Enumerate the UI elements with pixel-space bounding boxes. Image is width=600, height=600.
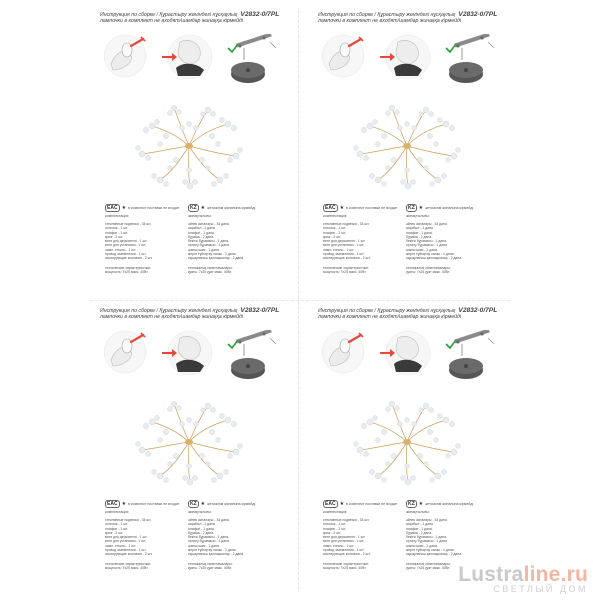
instruction-subtitle: лампочки в комплект не входят/шамдар жинаққа кірмейді bbox=[318, 314, 462, 321]
list-item: изолирующие колпачки - 2 шт. bbox=[323, 256, 371, 261]
list-item: технические характеристики: bbox=[323, 562, 369, 566]
star-icon: ★ bbox=[339, 501, 345, 507]
list-item: оқшаулағыш қалпақшалар - 2 дана. bbox=[188, 552, 245, 557]
mounting-bracket-icon bbox=[440, 330, 496, 386]
eac-mark: EAC bbox=[107, 501, 118, 507]
star-icon: ★ bbox=[418, 205, 424, 211]
list-item: мощность: 7х25 макс. 40Вт. bbox=[323, 566, 367, 571]
hand-bulb-icon bbox=[321, 330, 365, 374]
eac-mark: EAC bbox=[107, 205, 118, 211]
list-item: ламп. стекло - 1 шт. bbox=[323, 247, 355, 252]
instruction-panel bbox=[100, 308, 280, 578]
mounting-bracket-icon bbox=[222, 330, 278, 386]
install-bulb-icon bbox=[160, 330, 216, 376]
list-item: мощность: 7х25 макс. 40Вт. bbox=[105, 566, 149, 571]
list-item: қуаты: 7х25 қуат макс. 40Вт. bbox=[188, 566, 232, 571]
kz-mark: KZ bbox=[408, 501, 415, 507]
assembly-steps bbox=[100, 330, 280, 386]
certification-right: KZ ★ жеткізілім жинағына кірмейді bbox=[190, 501, 256, 507]
list-item: потолок - 1 шт. bbox=[323, 522, 347, 527]
list-item: бекіткі бұрамасы - 1 дана. bbox=[406, 239, 447, 244]
certification-right: KZ ★ жеткізілім жинағына кірмейді bbox=[408, 205, 474, 211]
list-item: бекіткі бұрамасы - 1 дана. bbox=[188, 239, 229, 244]
list-item: қуаты: 7х25 қуат макс. 40Вт. bbox=[188, 270, 232, 275]
install-bulb-icon bbox=[378, 330, 434, 376]
list-item: потолок - 1 шт. bbox=[105, 226, 129, 231]
list-item: жерге тұйықтау сымы - 1 дана. bbox=[188, 252, 237, 257]
list-item: асқабыл - 1 дана. bbox=[188, 522, 216, 527]
instruction-title: Инструкция по сборке / Құрастыру жөніндегі нұсқаулық bbox=[318, 12, 456, 18]
kit-list-ru bbox=[323, 518, 370, 557]
kz-mark: KZ bbox=[190, 501, 197, 507]
spec-kz bbox=[406, 266, 451, 275]
list-item: оқшаулағыш қалпақшалар - 2 дана. bbox=[188, 256, 245, 261]
list-item: жерге тұйықтау сымы - 1 дана. bbox=[188, 548, 237, 553]
instruction-title: Инструкция по сборке / Құрастыру жөніндегі нұсқаулық bbox=[100, 308, 238, 314]
certification-left: EAC ★ в комплект поставки не входит bbox=[325, 501, 398, 507]
list-item: бекіткі бұрамасы - 1 дана. bbox=[188, 535, 229, 540]
list-item: шыны шам - 1 дана. bbox=[406, 543, 438, 548]
kit-list-ru bbox=[105, 518, 152, 557]
list-item: изолирующие колпачки - 2 шт. bbox=[105, 552, 153, 557]
list-item: плафон - 1 шт. bbox=[323, 526, 346, 531]
list-item: технические характеристики: bbox=[105, 266, 151, 270]
spec-ru bbox=[323, 562, 369, 571]
kit-title-ru: комплектация: bbox=[323, 214, 348, 218]
instruction-title: Инструкция по сборке / Құрастыру жөніндегі нұсқаулық bbox=[100, 12, 238, 18]
list-item: техникалық сипаттамалары: bbox=[406, 562, 451, 566]
certification-right: KZ ★ жеткізілім жинағына кірмейді bbox=[408, 501, 474, 507]
spec-ru bbox=[323, 266, 369, 275]
list-item: потолок - 1 шт. bbox=[323, 226, 347, 231]
eac-mark: EAC bbox=[325, 205, 336, 211]
list-item: винт для держателя - 1 шт. bbox=[323, 535, 366, 540]
list-item: мощность: 7х25 макс. 40Вт. bbox=[323, 270, 367, 275]
list-item: бұрама - 2 дана. bbox=[188, 234, 215, 239]
list-item: стеклянные подвески - 34 шт. bbox=[105, 518, 152, 522]
instruction-subtitle: лампочки в комплект не входят/шамдар жинаққа кірмейді bbox=[318, 18, 462, 25]
star-icon: ★ bbox=[121, 501, 127, 507]
kz-mark: KZ bbox=[190, 205, 197, 211]
list-item: провод заземления - 1 шт. bbox=[105, 252, 147, 257]
kit-title-ru: комплектация: bbox=[105, 510, 130, 514]
hand-bulb-icon bbox=[103, 330, 147, 374]
certification-left: EAC ★ в комплект поставки не входит bbox=[107, 205, 180, 211]
list-item: әйнек аспалары - 34 дана. bbox=[406, 222, 448, 226]
hand-bulb-icon bbox=[321, 34, 365, 78]
list-item: плафон - 1 дана. bbox=[406, 526, 433, 531]
spec-ru bbox=[105, 266, 151, 275]
list-item: винт для установки - 1 шт. bbox=[105, 243, 147, 248]
assembly-steps bbox=[100, 34, 280, 90]
star-icon: ★ bbox=[339, 205, 345, 211]
list-item: потолок - 1 шт. bbox=[105, 522, 129, 527]
list-item: изолирующие колпачки - 2 шт. bbox=[105, 256, 153, 261]
instruction-title: Инструкция по сборке / Құрастыру жөніндегі нұсқаулық bbox=[318, 308, 456, 314]
install-bulb-icon bbox=[160, 34, 216, 80]
list-item: жерге тұйықтау сымы - 1 дана. bbox=[406, 252, 455, 257]
kit-list-kz bbox=[188, 222, 244, 261]
star-icon: ★ bbox=[418, 501, 424, 507]
list-item: орнату бұрамасы - 1 дана. bbox=[406, 243, 448, 248]
list-item: крюк - 2 шт. bbox=[105, 234, 124, 239]
list-item: крюк - 2 шт. bbox=[323, 530, 342, 535]
list-item: әйнек аспалары - 34 дана. bbox=[406, 518, 448, 522]
list-item: винт для установки - 1 шт. bbox=[323, 243, 365, 248]
list-item: винт для держателя - 1 шт. bbox=[323, 239, 366, 244]
eac-mark: EAC bbox=[325, 501, 336, 507]
instruction-subtitle: лампочки в комплект не входят/шамдар жинаққа кірмейді bbox=[100, 18, 244, 25]
list-item: ламп. стекло - 1 шт. bbox=[323, 543, 355, 548]
list-item: бұрама - 2 дана. bbox=[406, 234, 433, 239]
list-item: ламп. стекло - 1 шт. bbox=[105, 247, 137, 252]
list-item: техникалық сипаттамалары: bbox=[188, 266, 233, 270]
list-item: крюк - 2 шт. bbox=[323, 234, 342, 239]
list-item: изолирующие колпачки - 2 шт. bbox=[323, 552, 371, 557]
list-item: асқабыл - 1 дана. bbox=[188, 226, 216, 231]
certification-left: EAC ★ в комплект поставки не входит bbox=[107, 501, 180, 507]
list-item: плафон - 1 дана. bbox=[188, 526, 215, 531]
certification-right: KZ ★ жеткізілім жинағына кірмейді bbox=[190, 205, 256, 211]
list-item: қуаты: 7х25 қуат макс. 40Вт. bbox=[406, 566, 450, 571]
star-icon: ★ bbox=[200, 205, 206, 211]
list-item: провод заземления - 1 шт. bbox=[323, 252, 365, 257]
list-item: плафон - 1 дана. bbox=[406, 230, 433, 235]
list-item: плафон - 1 дана. bbox=[188, 230, 215, 235]
cut-line-vertical bbox=[298, 10, 299, 590]
install-bulb-icon bbox=[378, 34, 434, 80]
panel-header bbox=[318, 12, 498, 25]
list-item: оқшаулағыш қалпақшалар - 2 дана. bbox=[406, 552, 463, 557]
kit-title-ru: комплектация: bbox=[323, 510, 348, 514]
list-item: оқшаулағыш қалпақшалар - 2 дана. bbox=[406, 256, 463, 261]
chandelier-image bbox=[348, 100, 466, 192]
list-item: плафон - 1 шт. bbox=[105, 230, 128, 235]
mounting-bracket-icon bbox=[222, 34, 278, 90]
model-number: V2832-0/7PL bbox=[240, 307, 280, 314]
spec-ru bbox=[105, 562, 151, 571]
list-item: асқабыл - 1 дана. bbox=[406, 522, 434, 527]
kit-title-kz: жинақтылығы: bbox=[188, 214, 212, 218]
kit-list-kz bbox=[188, 518, 244, 557]
model-number: V2832-0/7PL bbox=[458, 11, 498, 18]
instruction-panel bbox=[100, 12, 280, 282]
list-item: орнату бұрамасы - 1 дана. bbox=[406, 539, 448, 544]
star-icon: ★ bbox=[121, 205, 127, 211]
list-item: асқабыл - 1 дана. bbox=[406, 226, 434, 231]
list-item: ламп. стекло - 1 шт. bbox=[105, 543, 137, 548]
kit-title-ru: комплектация: bbox=[105, 214, 130, 218]
kit-list-ru bbox=[105, 222, 152, 261]
instruction-subtitle: лампочки в комплект не входят/шамдар жинаққа кірмейді bbox=[100, 314, 244, 321]
list-item: әйнек аспалары - 34 дана. bbox=[188, 222, 230, 226]
list-item: бекіткі бұрамасы - 1 дана. bbox=[406, 535, 447, 540]
list-item: стеклянные подвески - 34 шт. bbox=[323, 222, 370, 226]
spec-kz bbox=[188, 562, 233, 571]
list-item: орнату бұрамасы - 1 дана. bbox=[188, 539, 230, 544]
list-item: плафон - 1 шт. bbox=[323, 230, 346, 235]
list-item: жерге тұйықтау сымы - 1 дана. bbox=[406, 548, 455, 553]
list-item: провод заземления - 1 шт. bbox=[105, 548, 147, 553]
list-item: техникалық сипаттамалары: bbox=[406, 266, 451, 270]
list-item: бұрама - 2 дана. bbox=[188, 530, 215, 535]
list-item: шыны шам - 1 дана. bbox=[188, 247, 220, 252]
chandelier-image bbox=[130, 100, 248, 192]
cut-line-horizontal bbox=[90, 300, 510, 301]
watermark-logo: Lustraline.ru bbox=[458, 563, 588, 586]
list-item: винт для держателя - 1 шт. bbox=[105, 239, 148, 244]
kit-list-kz bbox=[406, 518, 462, 557]
list-item: технические характеристики: bbox=[105, 562, 151, 566]
kz-mark: KZ bbox=[408, 205, 415, 211]
list-item: техникалық сипаттамалары: bbox=[188, 562, 233, 566]
chandelier-image bbox=[130, 396, 248, 488]
kit-title-kz: жинақтылығы: bbox=[406, 214, 430, 218]
model-number: V2832-0/7PL bbox=[458, 307, 498, 314]
mounting-bracket-icon bbox=[440, 34, 496, 90]
list-item: әйнек аспалары - 34 дана. bbox=[188, 518, 230, 522]
list-item: винт для установки - 1 шт. bbox=[105, 539, 147, 544]
list-item: винт для установки - 1 шт. bbox=[323, 539, 365, 544]
hand-bulb-icon bbox=[103, 34, 147, 78]
kit-title-kz: жинақтылығы: bbox=[406, 510, 430, 514]
list-item: плафон - 1 шт. bbox=[105, 526, 128, 531]
spec-kz bbox=[406, 562, 451, 571]
list-item: мощность: 7х25 макс. 40Вт. bbox=[105, 270, 149, 275]
assembly-steps bbox=[318, 330, 498, 386]
list-item: қуаты: 7х25 қуат макс. 40Вт. bbox=[406, 270, 450, 275]
kit-title-kz: жинақтылығы: bbox=[188, 510, 212, 514]
list-item: шыны шам - 1 дана. bbox=[188, 543, 220, 548]
list-item: винт для держателя - 1 шт. bbox=[105, 535, 148, 540]
list-item: шыны шам - 1 дана. bbox=[406, 247, 438, 252]
panel-header bbox=[100, 12, 280, 25]
panel-header bbox=[100, 308, 280, 321]
panel-header bbox=[318, 308, 498, 321]
model-number: V2832-0/7PL bbox=[240, 11, 280, 18]
watermark bbox=[458, 563, 588, 594]
kit-list-kz bbox=[406, 222, 462, 261]
list-item: орнату бұрамасы - 1 дана. bbox=[188, 243, 230, 248]
list-item: технические характеристики: bbox=[323, 266, 369, 270]
certification-left: EAC ★ в комплект поставки не входит bbox=[325, 205, 398, 211]
instruction-panel bbox=[318, 308, 498, 578]
list-item: бұрама - 2 дана. bbox=[406, 530, 433, 535]
chandelier-image bbox=[348, 396, 466, 488]
star-icon: ★ bbox=[200, 501, 206, 507]
kit-list-ru bbox=[323, 222, 370, 261]
list-item: стеклянные подвески - 34 шт. bbox=[105, 222, 152, 226]
list-item: стеклянные подвески - 34 шт. bbox=[323, 518, 370, 522]
spec-kz bbox=[188, 266, 233, 275]
assembly-steps bbox=[318, 34, 498, 90]
instruction-panel bbox=[318, 12, 498, 282]
list-item: провод заземления - 1 шт. bbox=[323, 548, 365, 553]
watermark-tagline: СВЕТЛЫЙ ДОМ bbox=[493, 584, 588, 594]
list-item: крюк - 2 шт. bbox=[105, 530, 124, 535]
